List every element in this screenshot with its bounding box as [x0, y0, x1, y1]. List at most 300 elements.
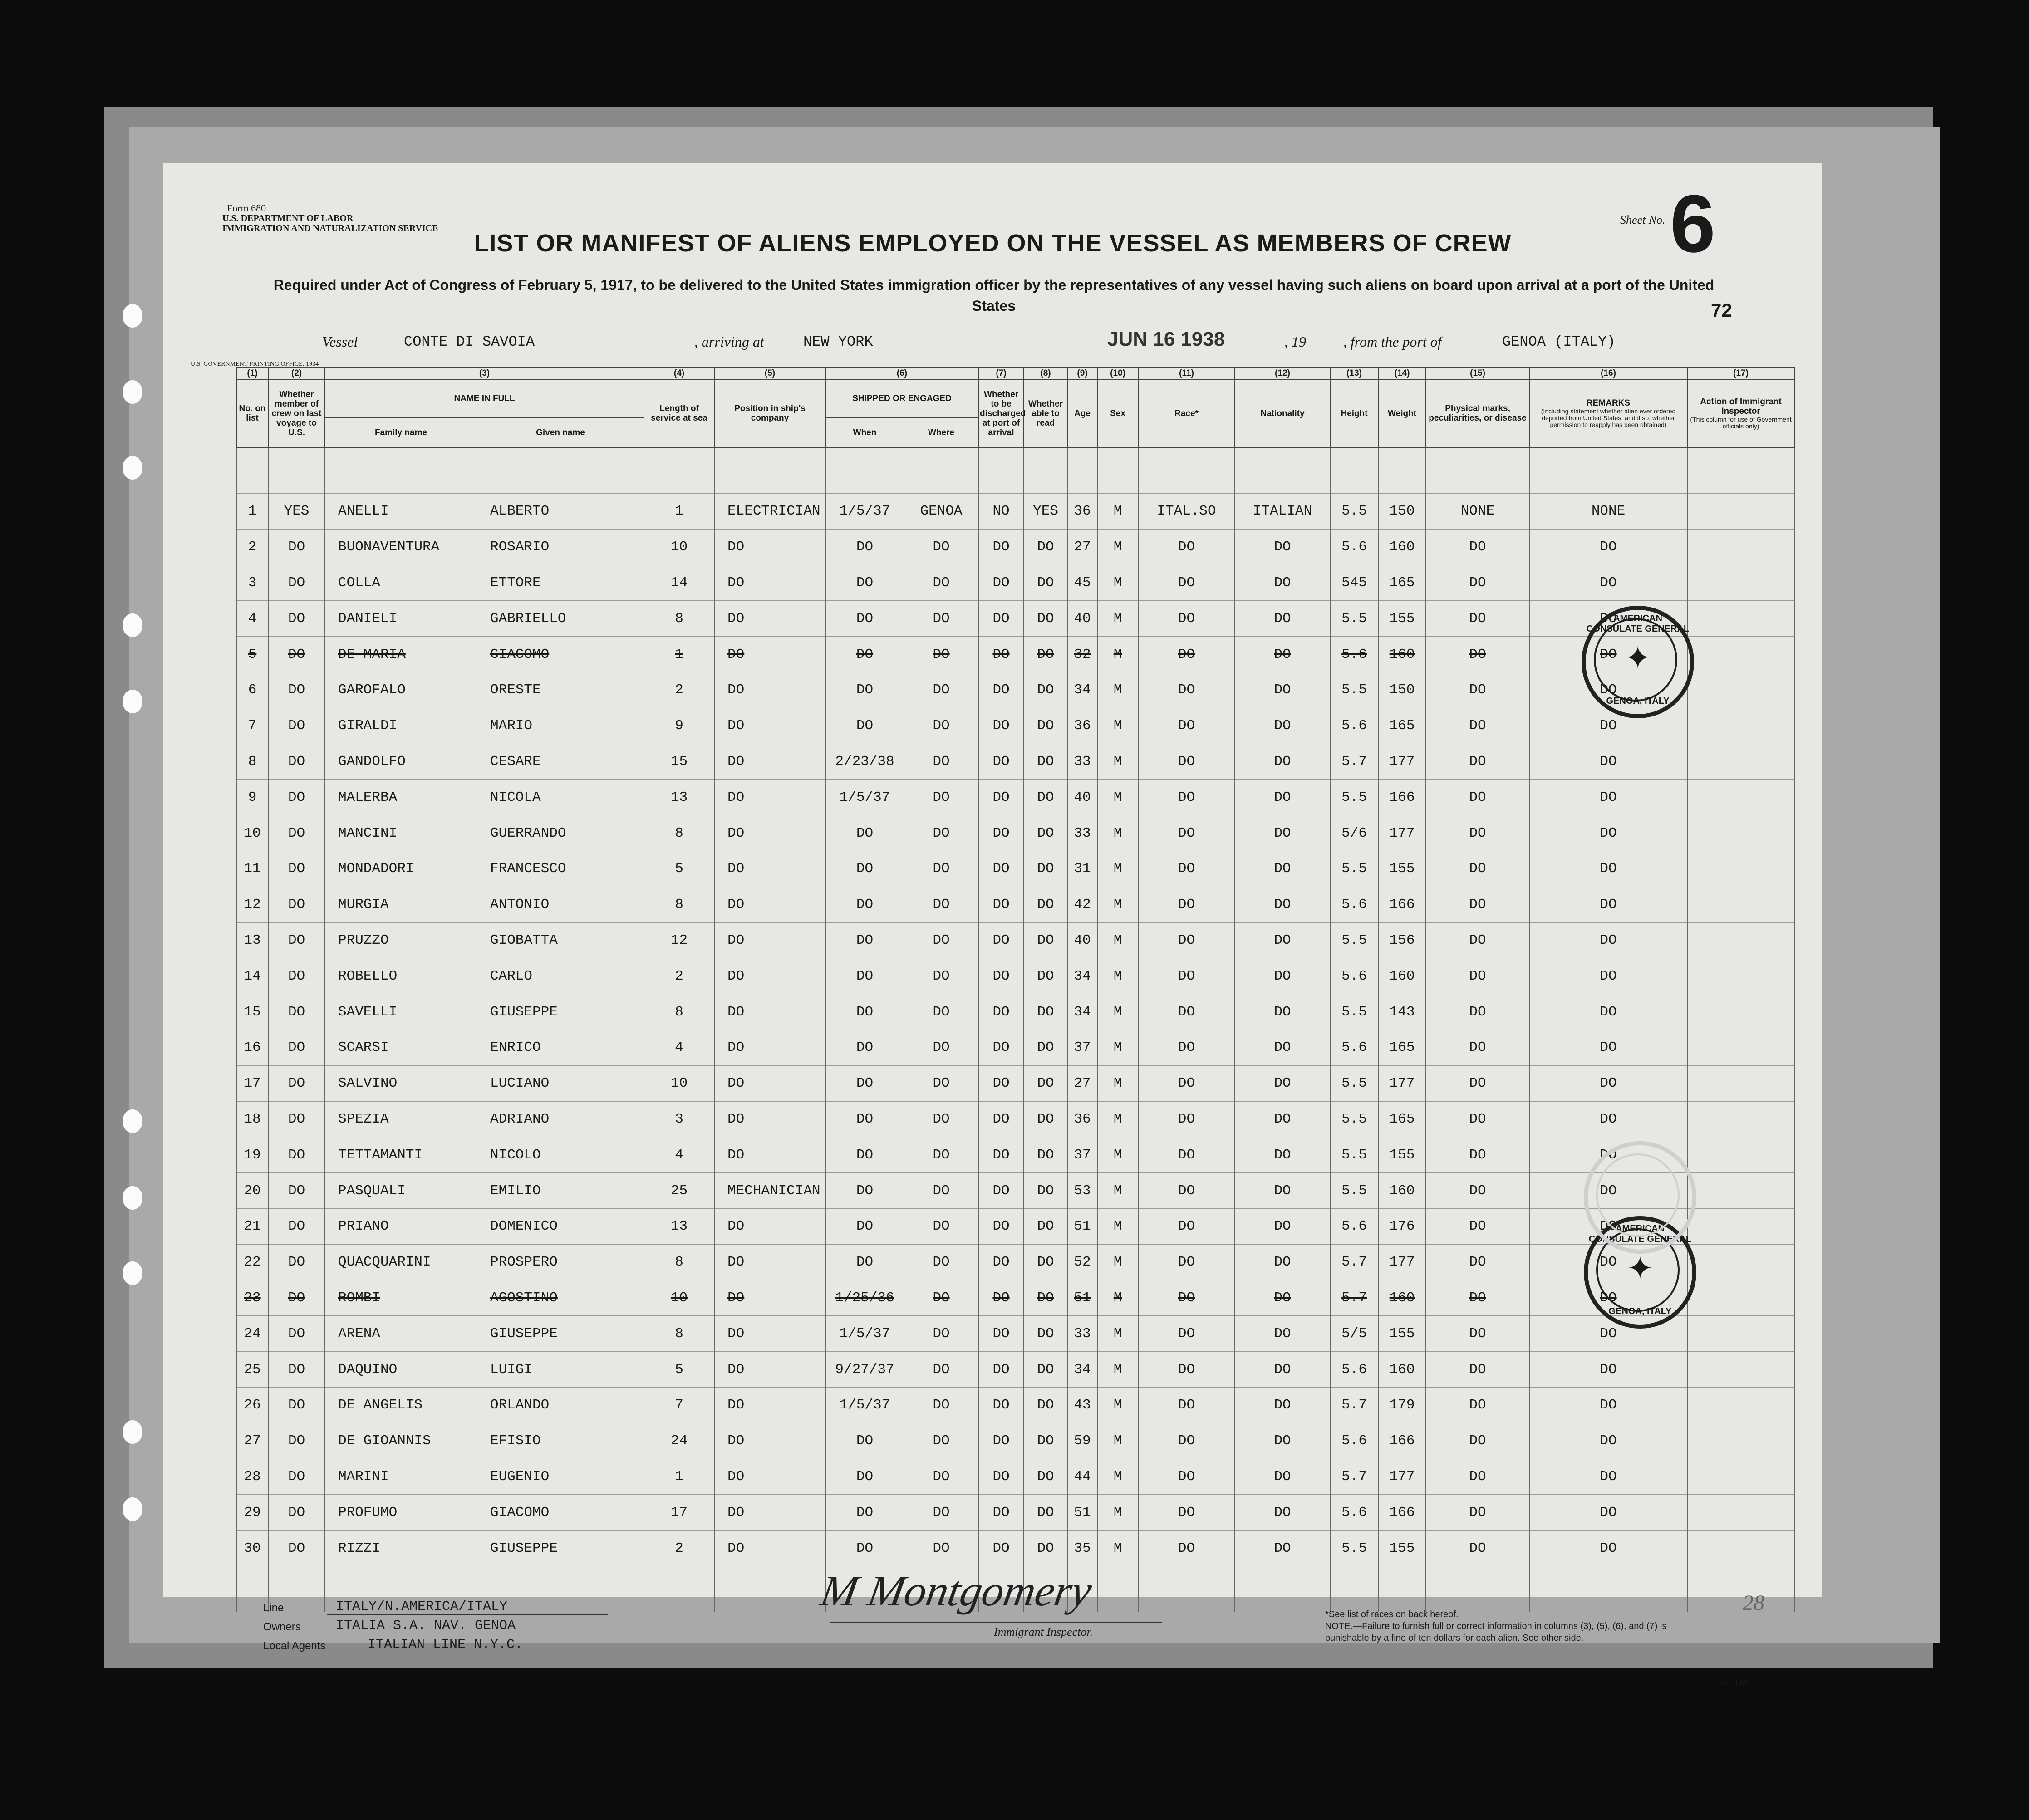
binder-hole	[123, 380, 142, 404]
cell-shipped-where: DO	[904, 672, 978, 708]
cell-physical-marks: DO	[1426, 1423, 1529, 1459]
cell-given-name: ETTORE	[477, 565, 644, 601]
crew-manifest-table	[236, 367, 1795, 1612]
cell-weight: 165	[1378, 1030, 1426, 1065]
cell-inspector-action	[1687, 1352, 1794, 1388]
cell-able-to-read: DO	[1024, 1137, 1067, 1173]
cell-remarks: DO	[1529, 958, 1687, 994]
year-prefix: , 19	[1284, 334, 1306, 350]
cell-height: 5.6	[1330, 1495, 1378, 1531]
cell-service: 25	[644, 1173, 714, 1209]
cell-physical-marks: DO	[1426, 637, 1529, 672]
header-nationality: Nationality	[1235, 379, 1330, 447]
cell-position: DO	[714, 815, 825, 851]
cell-able-to-read: DO	[1024, 601, 1067, 637]
cell-last-voyage: DO	[268, 601, 325, 637]
cell-race: DO	[1138, 637, 1235, 672]
cell-last-voyage: DO	[268, 815, 325, 851]
cell-position: DO	[714, 780, 825, 815]
cell-physical-marks: DO	[1426, 1387, 1529, 1423]
cell-physical-marks: DO	[1426, 994, 1529, 1030]
seal-ring	[1596, 1153, 1680, 1237]
cell-race: DO	[1138, 1316, 1235, 1352]
cell-race: DO	[1138, 1137, 1235, 1173]
header-family-name: Family name	[325, 418, 477, 447]
cell-nationality: DO	[1235, 780, 1330, 815]
cell-age: 33	[1067, 815, 1097, 851]
cell-nationality: DO	[1235, 994, 1330, 1030]
arrival-port: NEW YORK	[803, 334, 873, 350]
cell-remarks: DO	[1529, 672, 1687, 708]
cell-service: 15	[644, 744, 714, 780]
cell-weight: 160	[1378, 637, 1426, 672]
table-row	[236, 1173, 1794, 1209]
cell-shipped-when: DO	[825, 672, 904, 708]
col-num-2: (2)	[268, 367, 325, 379]
cell-no: 21	[236, 1208, 268, 1244]
cell-race: DO	[1138, 1423, 1235, 1459]
cell-family-name: ARENA	[325, 1316, 477, 1352]
cell-given-name: MARIO	[477, 708, 644, 744]
cell-family-name: BUONAVENTURA	[325, 529, 477, 565]
col-num-17: (17)	[1687, 367, 1794, 379]
cell-nationality: DO	[1235, 851, 1330, 887]
seal-text-bottom: GENOA, ITALY	[1606, 696, 1670, 706]
cell-shipped-where: DO	[904, 708, 978, 744]
cell-last-voyage: DO	[268, 1173, 325, 1209]
cell-able-to-read: DO	[1024, 1495, 1067, 1531]
cell-given-name: DOMENICO	[477, 1208, 644, 1244]
cell-family-name: RIZZI	[325, 1531, 477, 1566]
cell-weight: 160	[1378, 1352, 1426, 1388]
cell-inspector-action	[1687, 744, 1794, 780]
cell-position: DO	[714, 1531, 825, 1566]
cell-physical-marks: DO	[1426, 1244, 1529, 1280]
cell-shipped-where: DO	[904, 1280, 978, 1316]
cell-race: DO	[1138, 887, 1235, 922]
header-last-voyage: Whether member of crew on last voyage to U.S.	[268, 379, 325, 447]
cell-discharged: DO	[978, 601, 1024, 637]
cell-service: 8	[644, 815, 714, 851]
cell-position: MECHANICIAN	[714, 1173, 825, 1209]
cell-sex: M	[1097, 708, 1138, 744]
cell-physical-marks: DO	[1426, 529, 1529, 565]
cell-remarks: DO	[1529, 780, 1687, 815]
cell-inspector-action	[1687, 1459, 1794, 1495]
cell-physical-marks: DO	[1426, 887, 1529, 922]
cell-service: 2	[644, 958, 714, 994]
header-where: Where	[904, 418, 978, 447]
cell-shipped-when: DO	[825, 1101, 904, 1137]
cell-weight: 160	[1378, 1280, 1426, 1316]
header-age: Age	[1067, 379, 1097, 447]
cell-physical-marks: NONE	[1426, 494, 1529, 530]
cell-inspector-action	[1687, 922, 1794, 958]
cell-discharged: DO	[978, 1173, 1024, 1209]
cell-race: DO	[1138, 1208, 1235, 1244]
cell-remarks: DO	[1529, 815, 1687, 851]
cell-shipped-when: DO	[825, 994, 904, 1030]
cell-inspector-action	[1687, 815, 1794, 851]
seal-text-top: AMERICAN CONSULATE GENERAL	[1586, 613, 1690, 634]
cell-family-name: ANELLI	[325, 494, 477, 530]
cell-no: 6	[236, 672, 268, 708]
cell-shipped-when: 1/5/37	[825, 780, 904, 815]
cell-age: 53	[1067, 1173, 1097, 1209]
document-subtitle: Required under Act of Congress of February 5, 1917, to be delivered to the United States immigration officer by the representatives of any vessel having such aliens on board upon arrival at a port of the United States	[273, 277, 1715, 314]
cell-discharged: NO	[978, 494, 1024, 530]
cell-physical-marks: DO	[1426, 1208, 1529, 1244]
cell-sex: M	[1097, 958, 1138, 994]
cell-last-voyage: DO	[268, 1065, 325, 1101]
cell-service: 10	[644, 1065, 714, 1101]
cell-inspector-action	[1687, 780, 1794, 815]
cell-given-name: EFISIO	[477, 1423, 644, 1459]
header-position: Position in ship's company	[714, 379, 825, 447]
cell-physical-marks: DO	[1426, 708, 1529, 744]
cell-physical-marks: DO	[1426, 1531, 1529, 1566]
cell-service: 24	[644, 1423, 714, 1459]
cell-shipped-when: 9/27/37	[825, 1352, 904, 1388]
cell-no: 11	[236, 851, 268, 887]
cell-race: DO	[1138, 1459, 1235, 1495]
cell-race: DO	[1138, 1065, 1235, 1101]
cell-weight: 155	[1378, 1316, 1426, 1352]
cell-shipped-where: DO	[904, 922, 978, 958]
col-num-3: (3)	[325, 367, 644, 379]
cell-last-voyage: DO	[268, 637, 325, 672]
cell-family-name: DE GIOANNIS	[325, 1423, 477, 1459]
table-row	[236, 1101, 1794, 1137]
cell-weight: 177	[1378, 1065, 1426, 1101]
cell-position: DO	[714, 1316, 825, 1352]
binder-hole	[123, 1186, 142, 1210]
sheet-label: Sheet No.	[1620, 213, 1665, 226]
cell-remarks: DO	[1529, 1316, 1687, 1352]
cell-nationality: DO	[1235, 529, 1330, 565]
col-num-6: (6)	[825, 367, 978, 379]
cell-last-voyage: YES	[268, 494, 325, 530]
cell-family-name: ROBELLO	[325, 958, 477, 994]
cell-shipped-where: DO	[904, 1065, 978, 1101]
cell-position: DO	[714, 1137, 825, 1173]
cell-race: DO	[1138, 529, 1235, 565]
inspector-label: Immigrant Inspector.	[994, 1625, 1093, 1638]
cell-shipped-when: 1/25/36	[825, 1280, 904, 1316]
cell-nationality: DO	[1235, 1387, 1330, 1423]
cell-position: DO	[714, 1387, 825, 1423]
cell-shipped-when: DO	[825, 1531, 904, 1566]
cell-age: 44	[1067, 1459, 1097, 1495]
cell-no: 26	[236, 1387, 268, 1423]
cell-remarks: DO	[1529, 1208, 1687, 1244]
cell-shipped-where: DO	[904, 994, 978, 1030]
cell-physical-marks: DO	[1426, 851, 1529, 887]
cell-nationality: DO	[1235, 1173, 1330, 1209]
header-shipped-or-engaged: SHIPPED OR ENGAGED	[825, 379, 978, 418]
cell-shipped-where: DO	[904, 1531, 978, 1566]
cell-age: 37	[1067, 1030, 1097, 1065]
cell-given-name: ANTONIO	[477, 887, 644, 922]
cell-shipped-when: DO	[825, 1137, 904, 1173]
cell-able-to-read: DO	[1024, 708, 1067, 744]
cell-no: 13	[236, 922, 268, 958]
cell-nationality: ITALIAN	[1235, 494, 1330, 530]
cell-inspector-action	[1687, 565, 1794, 601]
cell-last-voyage: DO	[268, 1459, 325, 1495]
cell-able-to-read: DO	[1024, 780, 1067, 815]
cell-remarks: DO	[1529, 1459, 1687, 1495]
cell-given-name: FRANCESCO	[477, 851, 644, 887]
cell-physical-marks: DO	[1426, 1137, 1529, 1173]
cell-shipped-where: DO	[904, 744, 978, 780]
cell-shipped-when: DO	[825, 637, 904, 672]
cell-nationality: DO	[1235, 1030, 1330, 1065]
cell-discharged: DO	[978, 1208, 1024, 1244]
col-num-7: (7)	[978, 367, 1024, 379]
cell-service: 7	[644, 1387, 714, 1423]
cell-given-name: PROSPERO	[477, 1244, 644, 1280]
cell-age: 36	[1067, 1101, 1097, 1137]
cell-able-to-read: DO	[1024, 744, 1067, 780]
cell-nationality: DO	[1235, 1065, 1330, 1101]
cell-service: 1	[644, 1459, 714, 1495]
cell-height: 5.6	[1330, 1030, 1378, 1065]
cell-family-name: MANCINI	[325, 815, 477, 851]
faint-seal-impression	[1584, 1141, 1696, 1254]
cell-nationality: DO	[1235, 958, 1330, 994]
cell-shipped-where: DO	[904, 637, 978, 672]
cell-shipped-where: DO	[904, 780, 978, 815]
footer-line-row	[263, 1599, 508, 1614]
table-row	[236, 815, 1794, 851]
table-row	[236, 958, 1794, 994]
cell-no: 28	[236, 1459, 268, 1495]
cell-weight: 165	[1378, 708, 1426, 744]
cell-family-name: MALERBA	[325, 780, 477, 815]
cell-height: 5.5	[1330, 851, 1378, 887]
cell-family-name: SCARSI	[325, 1030, 477, 1065]
cell-service: 17	[644, 1495, 714, 1531]
cell-inspector-action	[1687, 958, 1794, 994]
cell-discharged: DO	[978, 887, 1024, 922]
cell-age: 45	[1067, 565, 1097, 601]
cell-given-name: CARLO	[477, 958, 644, 994]
cell-nationality: DO	[1235, 744, 1330, 780]
cell-no: 1	[236, 494, 268, 530]
cell-shipped-when: DO	[825, 708, 904, 744]
cell-discharged: DO	[978, 922, 1024, 958]
cell-position: DO	[714, 1030, 825, 1065]
cell-last-voyage: DO	[268, 1423, 325, 1459]
cell-last-voyage: DO	[268, 1208, 325, 1244]
cell-service: 8	[644, 994, 714, 1030]
cell-shipped-where: DO	[904, 1244, 978, 1280]
cell-shipped-when: 2/23/38	[825, 744, 904, 780]
cell-sex: M	[1097, 1495, 1138, 1531]
cell-shipped-when: DO	[825, 1459, 904, 1495]
cell-given-name: GABRIELLO	[477, 601, 644, 637]
cell-given-name: LUCIANO	[477, 1065, 644, 1101]
cell-last-voyage: DO	[268, 1244, 325, 1280]
cell-age: 34	[1067, 958, 1097, 994]
cell-shipped-when: DO	[825, 815, 904, 851]
cell-able-to-read: DO	[1024, 1352, 1067, 1388]
cell-physical-marks: DO	[1426, 1101, 1529, 1137]
cell-remarks: DO	[1529, 994, 1687, 1030]
table-row	[236, 780, 1794, 815]
cell-weight: 150	[1378, 494, 1426, 530]
cell-last-voyage: DO	[268, 744, 325, 780]
cell-able-to-read: DO	[1024, 1387, 1067, 1423]
cell-age: 40	[1067, 922, 1097, 958]
cell-given-name: EMILIO	[477, 1173, 644, 1209]
cell-height: 5.7	[1330, 1244, 1378, 1280]
cell-last-voyage: DO	[268, 565, 325, 601]
cell-no: 27	[236, 1423, 268, 1459]
department-label: U.S. DEPARTMENT OF LABOR IMMIGRATION AND NATURALIZATION SERVICE	[222, 213, 438, 233]
header-weight: Weight	[1378, 379, 1426, 447]
col-num-16: (16)	[1529, 367, 1687, 379]
header-remarks-title: REMARKS	[1587, 398, 1631, 408]
cell-weight: 176	[1378, 1208, 1426, 1244]
cell-able-to-read: DO	[1024, 922, 1067, 958]
cell-height: 5.6	[1330, 1423, 1378, 1459]
cell-discharged: DO	[978, 1101, 1024, 1137]
consulate-seal	[1582, 606, 1694, 718]
cell-remarks: DO	[1529, 922, 1687, 958]
cell-age: 33	[1067, 1316, 1097, 1352]
cell-service: 2	[644, 672, 714, 708]
cell-given-name: GIUSEPPE	[477, 1531, 644, 1566]
page-number: 72	[1711, 299, 1732, 321]
cell-given-name: LUIGI	[477, 1352, 644, 1388]
cell-race: DO	[1138, 958, 1235, 994]
cell-remarks: DO	[1529, 1173, 1687, 1209]
cell-sex: M	[1097, 1316, 1138, 1352]
cell-discharged: DO	[978, 1316, 1024, 1352]
cell-discharged: DO	[978, 1244, 1024, 1280]
crew-rows	[236, 447, 1794, 1612]
cell-age: 51	[1067, 1280, 1097, 1316]
cell-no: 15	[236, 994, 268, 1030]
cell-inspector-action	[1687, 1208, 1794, 1244]
cell-weight: 143	[1378, 994, 1426, 1030]
cell-discharged: DO	[978, 1352, 1024, 1388]
cell-physical-marks: DO	[1426, 672, 1529, 708]
cell-shipped-when: DO	[825, 851, 904, 887]
header-remarks	[1529, 379, 1687, 447]
cell-weight: 166	[1378, 1495, 1426, 1531]
cell-family-name: PROFUMO	[325, 1495, 477, 1531]
cell-family-name: PRIANO	[325, 1208, 477, 1244]
cell-inspector-action	[1687, 1137, 1794, 1173]
cell-sex: M	[1097, 851, 1138, 887]
cell-age: 35	[1067, 1531, 1097, 1566]
cell-age: 33	[1067, 744, 1097, 780]
cell-inspector-action	[1687, 529, 1794, 565]
cell-height: 5.6	[1330, 529, 1378, 565]
cell-service: 5	[644, 1352, 714, 1388]
cell-position: DO	[714, 744, 825, 780]
cell-inspector-action	[1687, 1101, 1794, 1137]
cell-discharged: DO	[978, 637, 1024, 672]
cell-able-to-read: DO	[1024, 1280, 1067, 1316]
cell-height: 5.5	[1330, 672, 1378, 708]
cell-sex: M	[1097, 1280, 1138, 1316]
cell-nationality: DO	[1235, 887, 1330, 922]
cell-remarks: DO	[1529, 1244, 1687, 1280]
cell-shipped-where: DO	[904, 601, 978, 637]
vessel-label: Vessel	[322, 334, 358, 350]
cell-sex: M	[1097, 780, 1138, 815]
cell-age: 27	[1067, 1065, 1097, 1101]
cell-sex: M	[1097, 815, 1138, 851]
cell-given-name: GIUSEPPE	[477, 994, 644, 1030]
cell-family-name: PASQUALI	[325, 1173, 477, 1209]
cell-sex: M	[1097, 1208, 1138, 1244]
cell-able-to-read: DO	[1024, 1208, 1067, 1244]
cell-family-name: DE MARIA	[325, 637, 477, 672]
cell-physical-marks: DO	[1426, 1495, 1529, 1531]
cell-able-to-read: DO	[1024, 1065, 1067, 1101]
cell-age: 42	[1067, 887, 1097, 922]
cell-shipped-when: 1/5/37	[825, 494, 904, 530]
header-race: Race*	[1138, 379, 1235, 447]
cell-discharged: DO	[978, 780, 1024, 815]
printer-note: U.S. GOVERNMENT PRINTING OFFICE: 1934	[191, 361, 319, 368]
cell-able-to-read: DO	[1024, 994, 1067, 1030]
cell-remarks: DO	[1529, 565, 1687, 601]
cell-service: 8	[644, 1244, 714, 1280]
table-row	[236, 1280, 1794, 1316]
cell-family-name: ROMBI	[325, 1280, 477, 1316]
cell-age: 34	[1067, 1352, 1097, 1388]
cell-physical-marks: DO	[1426, 780, 1529, 815]
cell-sex: M	[1097, 1459, 1138, 1495]
cell-physical-marks: DO	[1426, 601, 1529, 637]
cell-discharged: DO	[978, 994, 1024, 1030]
cell-shipped-where: GENOA	[904, 494, 978, 530]
cell-sex: M	[1097, 601, 1138, 637]
header-sex: Sex	[1097, 379, 1138, 447]
cell-given-name: AGOSTINO	[477, 1280, 644, 1316]
table-row	[236, 1531, 1794, 1566]
binder-hole	[123, 1497, 142, 1521]
cell-given-name: GIACOMO	[477, 637, 644, 672]
cell-able-to-read: DO	[1024, 1101, 1067, 1137]
cell-given-name: ROSARIO	[477, 529, 644, 565]
table-row	[236, 708, 1794, 744]
cell-shipped-where: DO	[904, 1352, 978, 1388]
cell-age: 32	[1067, 637, 1097, 672]
cell-service: 13	[644, 780, 714, 815]
cell-shipped-when: DO	[825, 529, 904, 565]
col-num-4: (4)	[644, 367, 714, 379]
cell-given-name: ENRICO	[477, 1030, 644, 1065]
cell-race: DO	[1138, 815, 1235, 851]
cell-discharged: DO	[978, 744, 1024, 780]
cell-remarks: DO	[1529, 887, 1687, 922]
cell-race: DO	[1138, 565, 1235, 601]
cell-service: 8	[644, 601, 714, 637]
cell-weight: 160	[1378, 529, 1426, 565]
cell-position: DO	[714, 1495, 825, 1531]
cell-inspector-action	[1687, 1531, 1794, 1566]
cell-shipped-where: DO	[904, 958, 978, 994]
cell-sex: M	[1097, 744, 1138, 780]
cell-nationality: DO	[1235, 601, 1330, 637]
